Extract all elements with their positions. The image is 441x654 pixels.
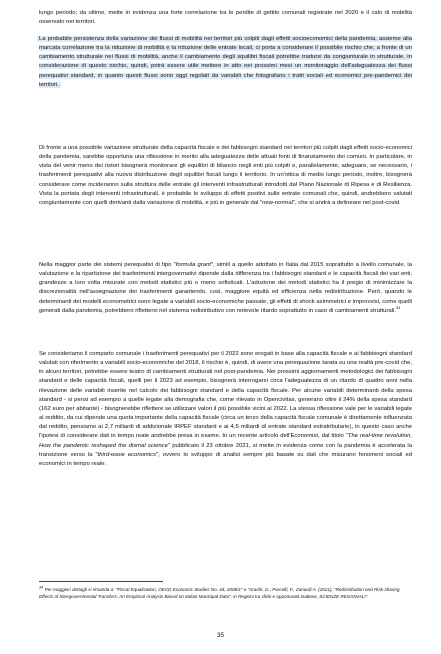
text-run: " pubblicato il 23 ottobre 2021, si mette in evidenza come con la pandemia è accelerata la transizione verso la " — [39, 442, 412, 458]
paragraph-funding-adequacy — [39, 144, 412, 208]
paragraph-text: lungo periodo; da ultimo, mette in evidenza una forte correlazione tra le perdite di gettito comunali registrate nel 2020 e il calo di mobilità osservato nei territori. — [39, 10, 412, 26]
article-title: The real-time revolution, How the pandemic reshaped the dismal science — [39, 433, 413, 449]
paragraph-mobility-risk — [39, 35, 412, 90]
paragraph-municipal-equalisation — [39, 350, 412, 469]
footnote-divider — [39, 581, 163, 582]
highlighted-text: La probabile persistenza della variazione dei flussi di mobilità nei territori più colpiti dagli effetti socioeconomici della pandemia, assieme alla marcata correlazione tra la riduzione di mobilità e la riduzione delle entrate locali, ci porta a considerare il possibile rischio che, a fronte di un cambiamento strutturale nei flussi di mobilità, anche il cambiamento degli squilibri fiscali potrebbe tradursi da congiunturale in strutturale. In considerazione di questo rischio, quindi, potrà essere utile mettere in atto nei prossimi mesi un monitoraggio dell'adeguatezza dei flussi perequativi standard, in quanto questi flussi sono oggi regolati da variabili che fotografano i tratti sociali ed economici pre-pandemici dei territori. — [39, 36, 412, 88]
italic-term: formula grant — [175, 262, 211, 268]
page-number: 35 — [217, 632, 224, 639]
paragraph-text: Di fronte a una possibile variazione strutturale della capacità fiscale e dei fabbisogni standard nei territori più colpiti dagli effetti socio-economici della pandemia, sarebbe opportuna una riflessione in merito alla adeguatezza delle attuali fonti di finanziamento dei comuni. In particolare, in vista del venir meno dei ristori bisognerà monitorare gli equilibri di bilancio negli enti più colpiti e, parallelamente, adeguare, se necessario, i trasferimenti perequativi alla nuova distribuzione degli squilibri fiscali lungo il territorio. In un'ottica di medio lungo periodo, inoltre, bisognerà considerare come incideranno sulla struttura delle entrate gli interventi infrastrutturali introdotti dal Piano Nazionale di Ripesa e di Resilienza. Vista la portata degli interventi infrastrutturali, è probabile lo sviluppo di effetti positivi sulle entrate comunali che, quindi, andrebbero valutati congiuntamente con quelli derivanti dalla variazione di mobilità, e più in generale dal "new-normal", che si andrà a delineare nel post-covid. — [39, 145, 412, 206]
footnote — [39, 586, 412, 601]
footnote-number: 34 — [39, 584, 44, 590]
footnote-reference: 34 — [395, 304, 401, 310]
text-run: Se consideriamo il comparto comunale i trasferimenti perequativi per il 2022 sono erogati in base alla capacità fiscale e ai fabbisogni standard valutati con riferimento a variabili socio-economiche del 2018, il rischio è, quindi, di avere una perequazione tarata su una realtà pre-covid che, in alcuni territori, potrebbe essere teatro di cambiamenti strutturali nel post-pandemia. Nei prossimi aggiornamenti metodologici dei fabbisogni standard e delle capacità fiscali, quelli per il 2023 ad esempio, bisognerà interrogarsi circa l'adeguatezza di un ritardo di quattro anni nella rilevazione delle variabili inserite nel calcolo dei fabbisogni standard e della capacità fiscale. Per alcune variabili determinanti della spesa standard - si pensi ad esempio a quelle legate alla demografia che, come rilevato in Opencivitas, generano oltre il 24% della spesa standard (162 euro per abitante) - bisognerebbe riflettere se utilizzare valori il più possibile vicini al 2022. La stessa riflessione vale per le variabili legate al reddito, da cui dipende una quota importante della capacità fiscale (circa un terzo della capacità fiscale comunale è direttamente influenzata dal reddito, pensiamo ai 2,7 miliardi di addizionale IRPEF standard e ai 4,5 miliardi di entrate standard extratributarie), in questo caso anche l'ipotesi di considerare dati in tempo reale andrebbe presa in esame. In un recente articolo dell'Economist, dal titolo " — [39, 351, 412, 440]
paragraph-formula-grant — [39, 261, 412, 316]
footnote-text: Per maggiori dettagli si rimanda a: "Fiscal Equalisation, OECD Economic Studies No. 44, 2008/1" e "Arachi, G., Porcelli, F., Zanardi A. (2021), "Redistribution and Risk-sharing Effects of Intergovernmental Transfers: An Empirical Analysis Based on Italian Municipal Data", in Regioni tra sfide e opportunità inattese, SCIENZE REGIONALI". — [39, 587, 400, 600]
text-run: ", simili a quello adottato in Italia dal 2015 soprattutto a livello comunale, la valutazione e la ripartizione dei trasferimenti intergovernativi dipende dalla differenza tra i fabbisogni standard e le capacità fiscali dei vari enti, grandezze a loro volta misurate con metodi statistici più o meno sofisticati. L'adozione dei metodi statistici ha il pregio di minimizzare la discrezionalità nell'assegnazione dei trasferimenti garantendo, così, maggiore equità ed efficienza nella redistribuzione. Però, quando le determinanti dei modelli econometrici sono legate a variabili socio-economiche passate, gli effetti di shock asimmetrici e improvvisi, come quelli generati dalla pandemia, potrebbero riflettersi nel sistema redistributivo con notevole ritardo soprattutto in caso di cambiamenti strutturali. — [39, 262, 412, 314]
text-run: Nella maggior parte dei sistemi perequativi di tipo " — [39, 262, 176, 268]
text-run: ", ovvero lo sviluppo di analisi sempre più basate su dati che misurano fenomeni sociali ed economici in tempo reale. — [39, 451, 412, 467]
paragraph-intro-tail — [39, 9, 412, 27]
italic-term: third-wave economics — [97, 451, 156, 458]
